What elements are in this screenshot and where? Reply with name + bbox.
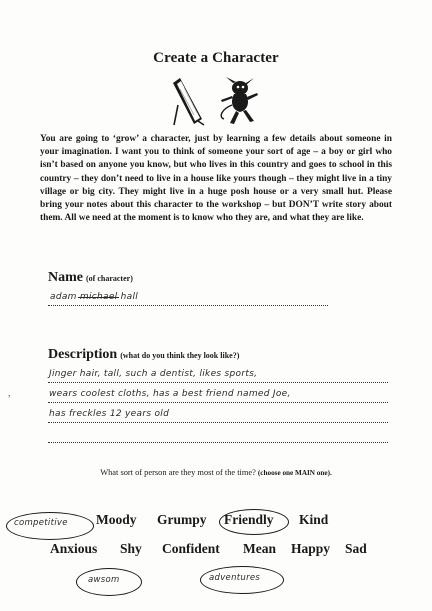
trait-confident[interactable]: Confident [162, 541, 220, 556]
name-struck: michael [79, 292, 118, 302]
description-line-3[interactable]: has freckles 12 years old [49, 409, 170, 419]
personality-question [0, 468, 432, 477]
trait-shy[interactable]: Shy [120, 541, 142, 556]
question-text: What sort of person are they most of the time? [100, 468, 256, 477]
description-label: Description [48, 347, 118, 362]
page-title: Create a Character [153, 50, 279, 66]
description-heading [48, 347, 239, 363]
description-line-1[interactable]: Jinger hair, tall, such a dentist, likes sports, [49, 369, 258, 379]
description-hint: (what do you think they look like?) [120, 351, 240, 360]
handwritten-trait-competitive[interactable]: competitive [14, 518, 68, 528]
description-rule-4 [48, 442, 388, 443]
name-line [48, 305, 328, 306]
handwritten-trait-adventures[interactable]: adventures [209, 573, 261, 583]
name-label: Name [48, 270, 83, 285]
name-hint: (of character) [86, 274, 133, 283]
trait-sad[interactable]: Sad [345, 541, 367, 556]
question-hint: (choose one MAIN one). [257, 469, 332, 477]
mirror-and-gremlin-illustration [170, 75, 265, 127]
trait-anxious[interactable]: Anxious [50, 541, 98, 556]
description-rule-2 [48, 402, 388, 403]
trait-happy[interactable]: Happy [291, 541, 331, 556]
name-answer[interactable] [50, 292, 138, 302]
name-last: hall [120, 292, 139, 302]
name-first: adam [50, 292, 77, 302]
description-line-2[interactable]: wears coolest cloths, has a best friend named Joe, [49, 389, 291, 399]
trait-kind[interactable]: Kind [299, 512, 329, 527]
name-heading [48, 270, 133, 286]
instructions-paragraph: You are going to ‘grow’ a character, just by learning a few details about someone in your imagination. I want you to think of someone your sort of age – a boy or girl who isn’t based on anyone you know, but who lives in this country and goes to school in this country – they don’t need to live in a house like yours though – they might live in a tiny village or big city. They might live in a huge posh house or a very small hut. Please bring your notes about this character to the workshop – but DON’T write story about them. All we need at the moment is to know who they are, and what they are like. [40, 134, 392, 224]
trait-moody[interactable]: Moody [96, 512, 137, 527]
margin-mark: , [8, 388, 11, 399]
trait-grumpy[interactable]: Grumpy [157, 512, 207, 527]
description-rule-1 [48, 382, 388, 383]
trait-mean[interactable]: Mean [243, 541, 276, 556]
mirror-icon [173, 78, 204, 125]
trait-friendly[interactable]: Friendly [224, 512, 274, 527]
gremlin-icon [221, 77, 258, 124]
handwritten-trait-awsom[interactable]: awsom [88, 575, 120, 585]
description-rule-3 [48, 422, 388, 423]
